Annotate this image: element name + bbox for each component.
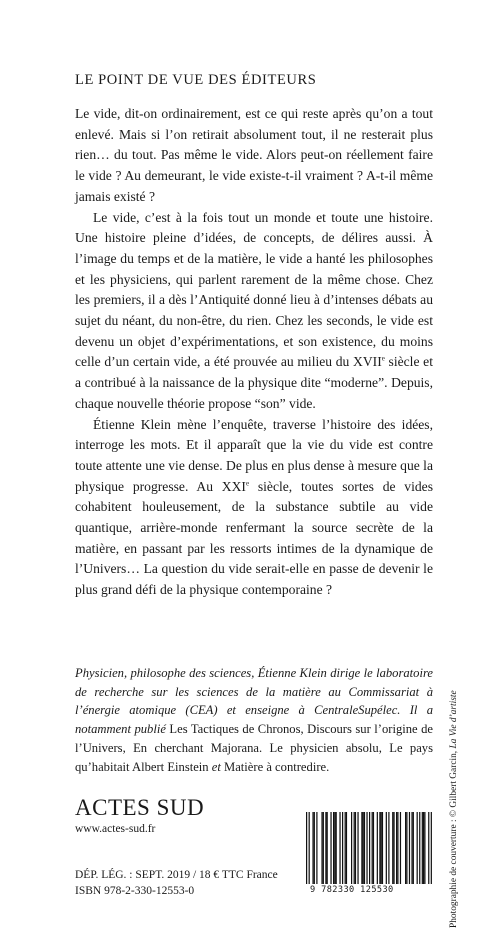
barcode-bar bbox=[354, 812, 355, 884]
photo-credit: Photographie de couverture : © Gilbert Garcin, La Vie d’artiste bbox=[449, 690, 459, 928]
barcode-bar bbox=[336, 812, 337, 884]
barcode-bar bbox=[321, 812, 322, 884]
barcode-bar bbox=[372, 812, 373, 884]
barcode-bar bbox=[397, 812, 398, 884]
barcode-bar bbox=[417, 812, 418, 884]
barcode-bar bbox=[409, 812, 410, 884]
blurb-paragraph-3: Étienne Klein mène l’enquête, traverse l’histoire des idées, interroge les mots. Et il apparaît que la vie du vide est contre toute attente une vie dense. De plus en plus dense à mesure que la physique progresse. Au XXIe siècle, toutes sortes de vides cohabitent houleusement, de la substance subtile au vide quantique, arrière-monde renfermant la source secrète de la matière, en passant par les ressorts intimes de la dynamique de l’Univers… La question du vide serait-elle en passe de devenir le plus grand défi de la physique contemporaine ? bbox=[75, 416, 434, 598]
legal-deposit-price: DÉP. LÉG. : SEPT. 2019 / 18 € TTC France bbox=[75, 869, 278, 881]
barcode-bar bbox=[377, 812, 378, 884]
publisher-website: www.actes-sud.fr bbox=[75, 823, 156, 835]
barcode-bar bbox=[382, 812, 383, 884]
barcode-bar bbox=[413, 812, 414, 884]
blurb-paragraph-1: Le vide, dit-on ordinairement, est ce qui reste après qu’on a tout enlevé. Mais si l’on retirait absolument tout, il ne resterait plus rien… du tout. Pas même le vide. Alors peut-on réellement faire le vide ? Au demeurant, le vide existe-t-il vraiment ? A-t-il même jamais existé ? bbox=[75, 106, 433, 204]
barcode-bar bbox=[333, 812, 334, 884]
barcode-bar bbox=[423, 812, 424, 884]
barcode-bar bbox=[314, 812, 315, 884]
legal-info bbox=[75, 867, 278, 899]
barcode-bar bbox=[346, 812, 347, 884]
blurb-paragraph-2: Le vide, c’est à la fois tout un monde et toute une histoire. Une histoire pleine d’idées, de concepts, de délires aussi. À l’image du temps et de la matière, le vide a hanté les philosophes et les physiciens, qui parlent rarement de la même chose. Chez les premiers, il a dès l’Antiquité donné lieu à d’intenses débats au sujet du néant, du non-être, du rien. Chez les seconds, le vide est devenu un objet d’expérimentations, et son existence, du moins celle d’un certain vide, a été prouvée au milieu du XVIIe siècle et a contribué à la naissance de la physique dite “moderne”. Depuis, chaque nouvelle théorie propose “son” vide. bbox=[75, 209, 433, 411]
barcode-bar bbox=[379, 812, 380, 884]
barcode-bar bbox=[386, 812, 387, 884]
barcode-bar bbox=[405, 812, 406, 884]
barcode-bar bbox=[396, 812, 397, 884]
barcode-bar bbox=[325, 812, 326, 884]
isbn: ISBN 978-2-330-12553-0 bbox=[75, 885, 195, 897]
barcode-bar bbox=[316, 812, 317, 884]
barcode-bar bbox=[431, 812, 432, 884]
barcode-bar bbox=[419, 812, 420, 884]
barcode-bar bbox=[323, 812, 324, 884]
barcode-bar bbox=[381, 812, 382, 884]
barcode-bar bbox=[363, 812, 364, 884]
publisher-logo: ACTES SUD bbox=[75, 795, 205, 820]
barcode-bar bbox=[355, 812, 356, 884]
barcode-bar bbox=[306, 812, 307, 884]
barcode-bar bbox=[357, 812, 358, 884]
barcode-bar bbox=[312, 812, 313, 884]
barcode-bar bbox=[411, 812, 412, 884]
barcode-bar bbox=[361, 812, 362, 884]
barcode-bar bbox=[330, 812, 331, 884]
barcode-bar bbox=[339, 812, 340, 884]
barcode-bar bbox=[334, 812, 335, 884]
barcode-bar bbox=[388, 812, 389, 884]
barcode-bar bbox=[424, 812, 425, 884]
barcode-bar bbox=[373, 812, 374, 884]
barcode-bar bbox=[406, 812, 407, 884]
author-bio: Physicien, philosophe des sciences, Étienne Klein dirige le laboratoire de recherche sur les sciences de la matière au Commissariat à l’énergie atomique (CEA) et enseigne à CentraleSupélec. Il a notamment publié Les Tactiques de Chronos, Discours sur l’origine de l’Univers, En cherchant Majorana. Le physicien absolu, Le pays qu’habitait Albert Einstein et Matière à contredire. bbox=[75, 666, 433, 774]
barcode-bar bbox=[369, 812, 370, 884]
barcode-bar bbox=[345, 812, 346, 884]
barcode-bar bbox=[400, 812, 401, 884]
barcode-bar bbox=[422, 812, 423, 884]
barcode-bar bbox=[392, 812, 393, 884]
barcode-bar bbox=[366, 812, 367, 884]
back-cover-heading: LE POINT DE VUE DES ÉDITEURS bbox=[75, 72, 317, 88]
barcode-bar bbox=[351, 812, 352, 884]
barcode-digits: 9 782330 125530 bbox=[310, 885, 394, 895]
barcode-bar bbox=[428, 812, 429, 884]
barcode-bar bbox=[327, 812, 328, 884]
barcode-bar bbox=[309, 812, 310, 884]
barcode-bar bbox=[393, 812, 394, 884]
barcode-bar bbox=[342, 812, 343, 884]
blurb bbox=[75, 104, 433, 601]
barcode-bar bbox=[364, 812, 365, 884]
barcode bbox=[306, 812, 432, 884]
